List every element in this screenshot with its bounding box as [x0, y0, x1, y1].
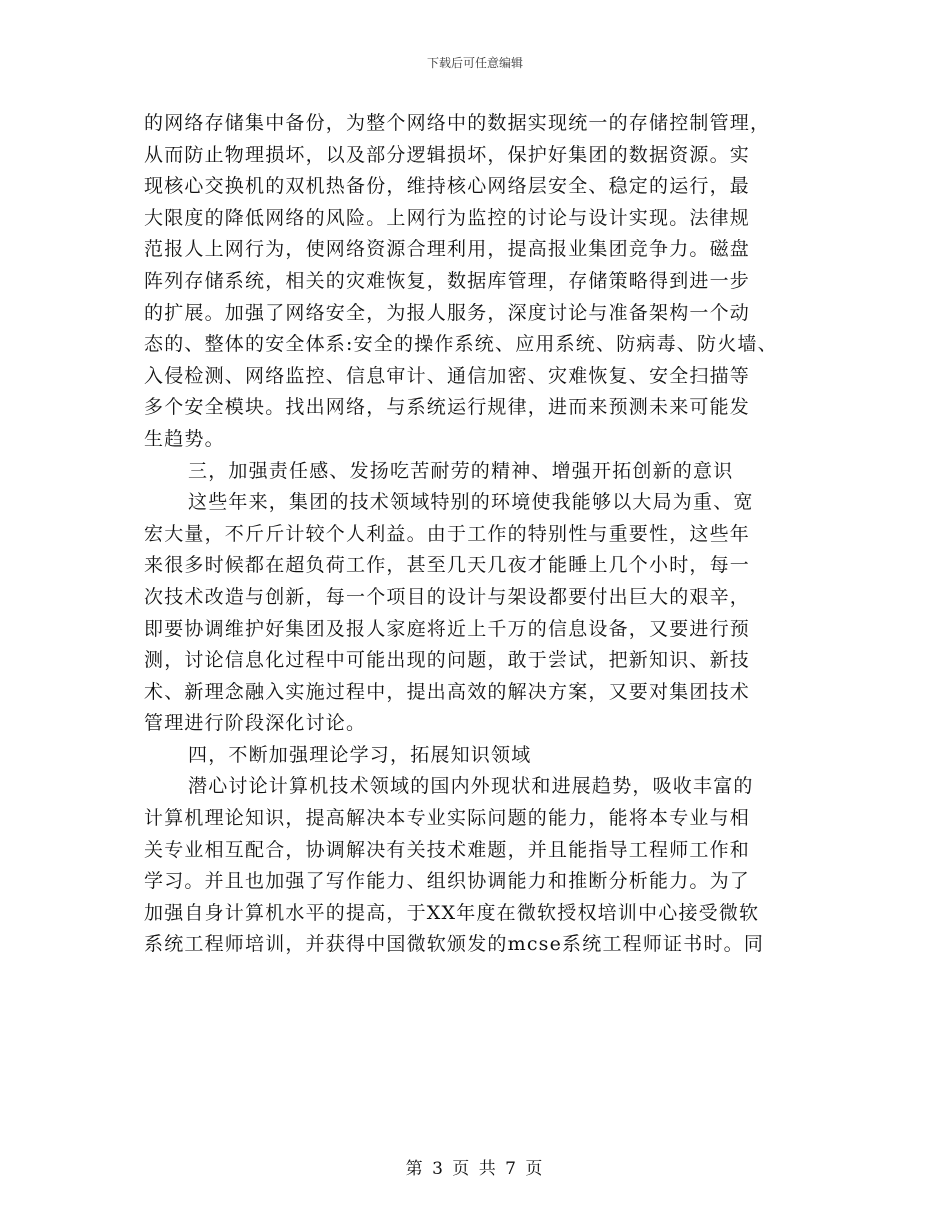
body-line: 管理进行阶段深化讨论。	[144, 712, 367, 735]
body-line: 大限度的降低网络的风险。上网行为监控的讨论与设计实现。法律规	[144, 206, 751, 229]
section-heading: 四，不断加强理论学习，拓展知识领域	[188, 743, 532, 766]
body-line: 加强自身计算机水平的提高，于XX年度在微软授权培训中心接受微软	[144, 901, 760, 924]
section-heading: 三，加强责任感、发扬吃苦耐劳的精神、增强开拓创新的意识	[188, 459, 734, 482]
body-line: 测，讨论信息化过程中可能出现的问题，敢于尝试，把新知识、新技	[144, 649, 751, 672]
body-line: 态的、整体的安全体系:安全的操作系统、应用系统、防病毒、防火墙、	[144, 333, 778, 356]
paragraph-start: 潜心讨论计算机技术领域的国内外现状和进展趋势，吸收丰富的	[188, 775, 754, 798]
body-line: 术、新理念融入实施过程中，提出高效的解决方案，又要对集团技术	[144, 680, 751, 703]
body-line: 学习。并且也加强了写作能力、组织协调能力和推断分析能力。为了	[144, 870, 751, 893]
body-line: 现核心交换机的双机热备份，维持核心网络层安全、稳定的运行，最	[144, 175, 751, 198]
body-line: 宏大量，不斤斤计较个人利益。由于工作的特别性与重要性，这些年	[144, 522, 751, 545]
body-line: 的网络存储集中备份，为整个网络中的数据实现统一的存储控制管理，	[144, 112, 771, 134]
body-line: 关专业相互配合，协调解决有关技术难题，并且能指导工程师工作和	[144, 838, 751, 861]
body-line: 入侵检测、网络监控、信息审计、通信加密、灾难恢复、安全扫描等	[144, 364, 751, 387]
paragraph-start: 这些年来，集团的技术领域特别的环境使我能够以大局为重、宽	[188, 491, 754, 514]
body-line: 次技术改造与创新，每一个项目的设计与架设都要付出巨大的艰辛，	[144, 585, 751, 608]
body-line: 即要协调维护好集团及报人家庭将近上千万的信息设备，又要进行预	[144, 617, 751, 640]
page-footer: 第 3 页 共 7 页	[405, 1159, 545, 1179]
body-line: 的扩展。加强了网络安全，为报人服务，深度讨论与准备架构一个动	[144, 301, 751, 324]
page-header: 下载后可任意编辑	[426, 56, 523, 70]
body-line: 生趋势。	[144, 427, 225, 450]
body-line: 系统工程师培训，并获得中国微软颁发的mcse系统工程师证书时。同	[144, 933, 765, 956]
body-line: 阵列存储系统，相关的灾难恢复，数据库管理，存储策略得到进一步	[144, 269, 751, 292]
body-line: 从而防止物理损坏，以及部分逻辑损坏，保护好集团的数据资源。实	[144, 143, 751, 166]
body-line: 多个安全模块。找出网络，与系统运行规律，进而来预测未来可能发	[144, 396, 751, 419]
body-line: 范报人上网行为，使网络资源合理利用，提高报业集团竞争力。磁盘	[144, 238, 751, 261]
document-body	[144, 108, 824, 961]
body-line: 来很多时候都在超负荷工作，甚至几天几夜才能睡上几个小时，每一	[144, 554, 751, 577]
body-line: 计算机理论知识，提高解决本专业实际问题的能力，能将本专业与相	[144, 807, 751, 830]
